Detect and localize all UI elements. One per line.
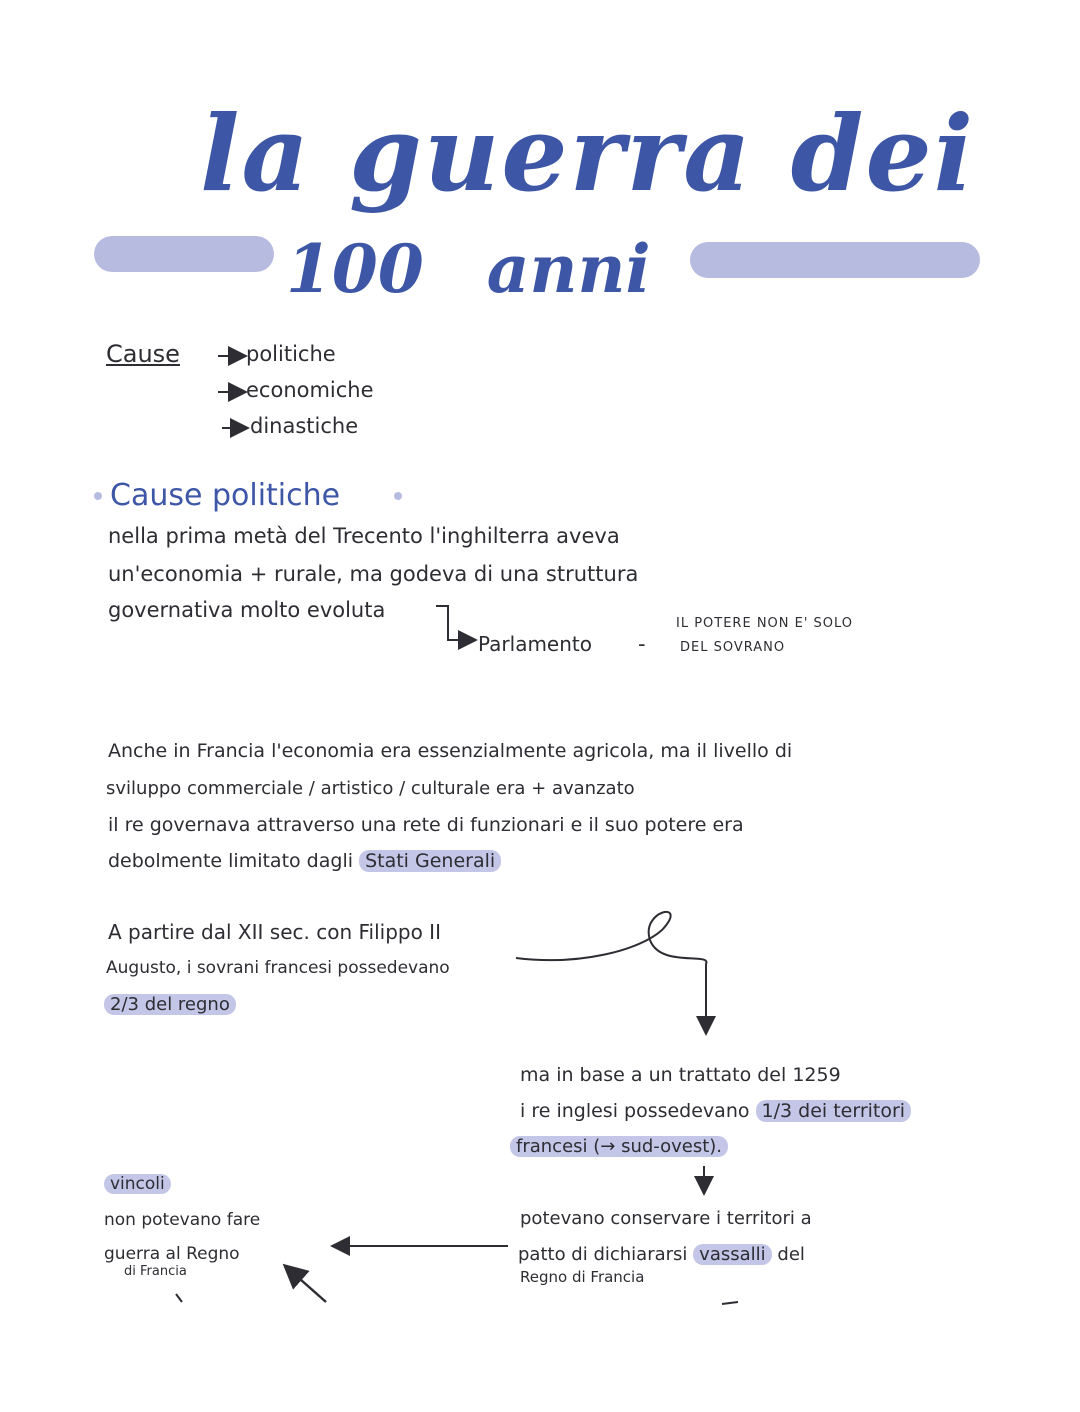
- south-west-highlight: francesi (→ sud-ovest).: [510, 1136, 728, 1157]
- two-thirds-highlight: 2/3 del regno: [104, 994, 236, 1015]
- england-line-3: governativa molto evoluta: [108, 598, 386, 622]
- constraints-line-1: non potevano fare: [104, 1210, 261, 1230]
- france-line-1: Anche in Francia l'economia era essenzialmente agricola, ma il livello di: [108, 740, 793, 762]
- cause-item-dinastiche: dinastiche: [250, 414, 359, 438]
- arrow-parliament: [436, 606, 468, 640]
- france-line-3: il re governava attraverso una rete di funzionari e il suo potere era: [108, 814, 744, 836]
- treaty-line-2-text: i re inglesi possedevano: [520, 1100, 750, 1122]
- parliament-dash: -: [638, 632, 646, 656]
- vassals-line-1: potevano conservare i territori a: [520, 1208, 812, 1229]
- vassals-line-3: Regno di Francia: [520, 1268, 645, 1286]
- tick-right: [722, 1302, 738, 1304]
- philip-line-2: Augusto, i sovrani francesi possedevano: [106, 958, 450, 978]
- vassals-line-2-tail: del: [777, 1244, 805, 1265]
- philip-line-1: A partire dal XII sec. con Filippo II: [108, 920, 441, 944]
- stati-generali-highlight: Stati Generali: [359, 850, 501, 872]
- vincoli-highlight: vincoli: [104, 1174, 171, 1194]
- constraints-line-2: guerra al Regno: [104, 1244, 240, 1264]
- france-line-2: sviluppo commerciale / artistico / culturale era + avanzato: [106, 778, 635, 799]
- one-third-highlight: 1/3 dei territori: [756, 1100, 912, 1122]
- vassals-line-2-text: patto di dichiararsi: [518, 1244, 688, 1265]
- vassalli-highlight: vassalli: [693, 1244, 771, 1265]
- page-title: la guerra dei: [200, 92, 976, 215]
- arrow-up-left: [292, 1272, 326, 1302]
- parliament-label: Parlamento: [478, 632, 592, 656]
- england-line-2: un'economia + rurale, ma godeva di una struttura: [108, 562, 639, 586]
- tick-left: [176, 1294, 182, 1302]
- cause-item-politiche: politiche: [246, 342, 336, 366]
- cause-item-economiche: economiche: [246, 378, 374, 402]
- parliament-note-1: IL POTERE NON E' SOLO: [676, 616, 854, 631]
- causes-label: Cause: [106, 340, 180, 368]
- section-title: Cause politiche: [110, 478, 341, 513]
- page-subtitle: 100 anni: [286, 230, 651, 308]
- arrow-loop: [516, 912, 706, 1026]
- france-line-4-text: debolmente limitato dagli: [108, 850, 354, 872]
- parliament-note-2: DEL SOVRANO: [680, 640, 786, 655]
- england-line-1: nella prima metà del Trecento l'inghilterra aveva: [108, 524, 620, 548]
- constraints-line-3: di Francia: [124, 1264, 187, 1279]
- treaty-line-1: ma in base a un trattato del 1259: [520, 1064, 841, 1086]
